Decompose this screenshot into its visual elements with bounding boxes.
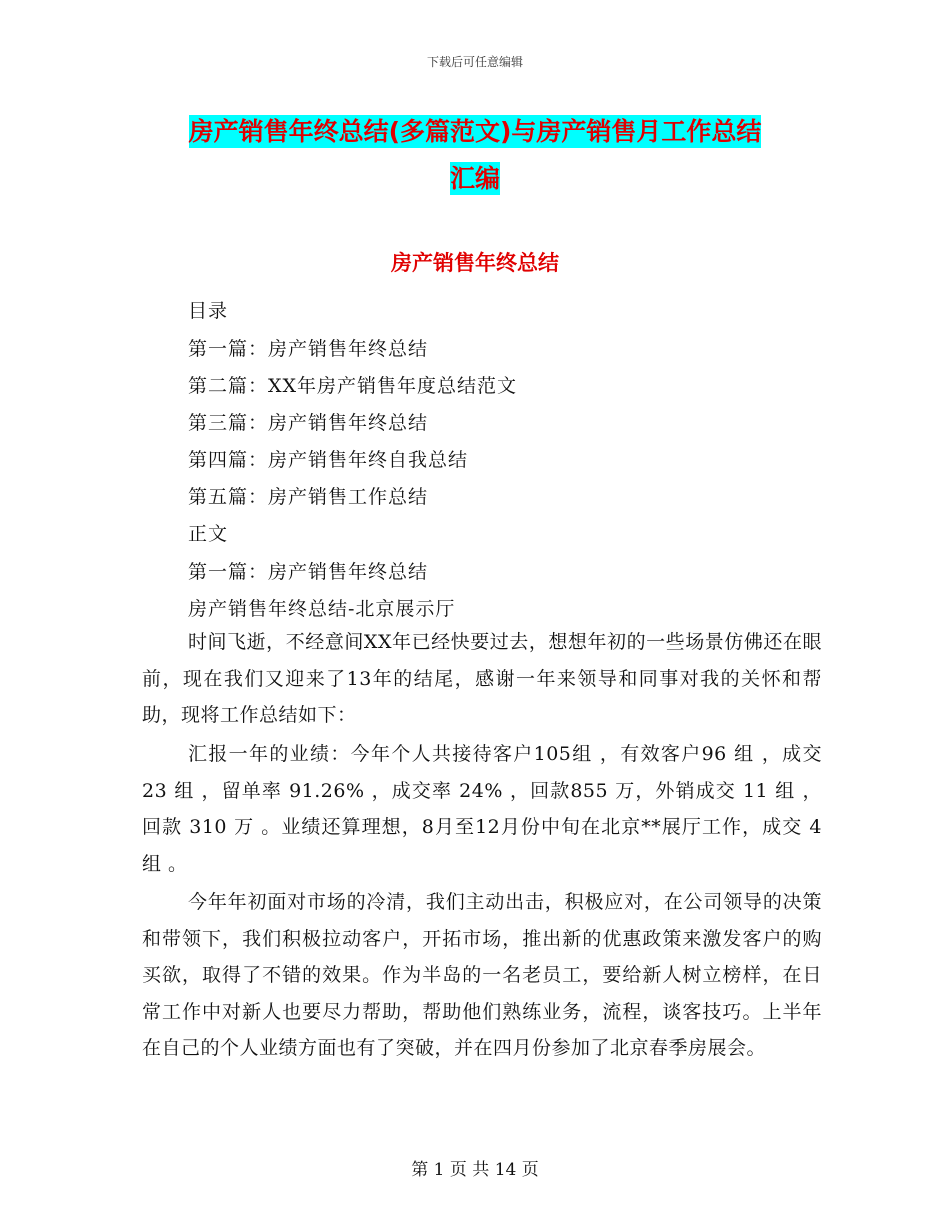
- paragraph: 汇报一年的业绩：今年个人共接待客户105组 ，有效客户96 组 ，成交23 组 ，留单率 91.26% ，成交率 24% ，回款855 万，外销成交 11 组 ，回款 310 万 。业绩还算理想，8月至12月份中旬在北京**展厅工作，成交 4 组 。: [142, 743, 822, 875]
- paragraph: 时间飞逝，不经意间XX年已经快要过去，想想年初的一些场景仿佛还在眼前，现在我们又迎来了13年的结尾，感谢一年来领导和同事对我的关怀和帮助，现将工作总结如下：: [142, 631, 822, 726]
- document-title: [140, 108, 810, 202]
- toc-item: 第二篇：XX年房产销售年度总结范文: [188, 375, 518, 397]
- chapter-subtitle: 房产销售年终总结-北京展示厅: [188, 598, 456, 620]
- section-title: 房产销售年终总结: [391, 251, 559, 275]
- paragraph: 今年年初面对市场的冷清，我们主动出击，积极应对，在公司领导的决策和带领下，我们积极拉动客户，开拓市场，推出新的优惠政策来激发客户的购买欲，取得了不错的效果。作为半岛的一名老员工，要给新人树立榜样，在日常工作中对新人也要尽力帮助，帮助他们熟练业务，流程，谈客技巧。上半年在自己的个人业绩方面也有了突破，并在四月份参加了北京春季房展会。: [142, 891, 822, 1059]
- toc-item: 第一篇：房产销售年终总结: [188, 338, 429, 360]
- header-note: 下载后可任意编辑: [426, 55, 523, 69]
- title-line-2: 汇编: [449, 164, 500, 193]
- body-heading: 正文: [188, 523, 229, 545]
- toc-item: 第五篇：房产销售工作总结: [188, 486, 429, 508]
- chapter-title: 第一篇：房产销售年终总结: [188, 561, 429, 583]
- toc-heading: 目录: [188, 300, 229, 322]
- page-footer: 第 1 页 共 14 页: [411, 1160, 539, 1180]
- toc-item: 第三篇：房产销售年终总结: [188, 412, 429, 434]
- title-line-1: 房产销售年终总结(多篇范文)与房产销售月工作总结: [188, 117, 762, 146]
- toc-item: 第四篇：房产销售年终自我总结: [188, 449, 469, 471]
